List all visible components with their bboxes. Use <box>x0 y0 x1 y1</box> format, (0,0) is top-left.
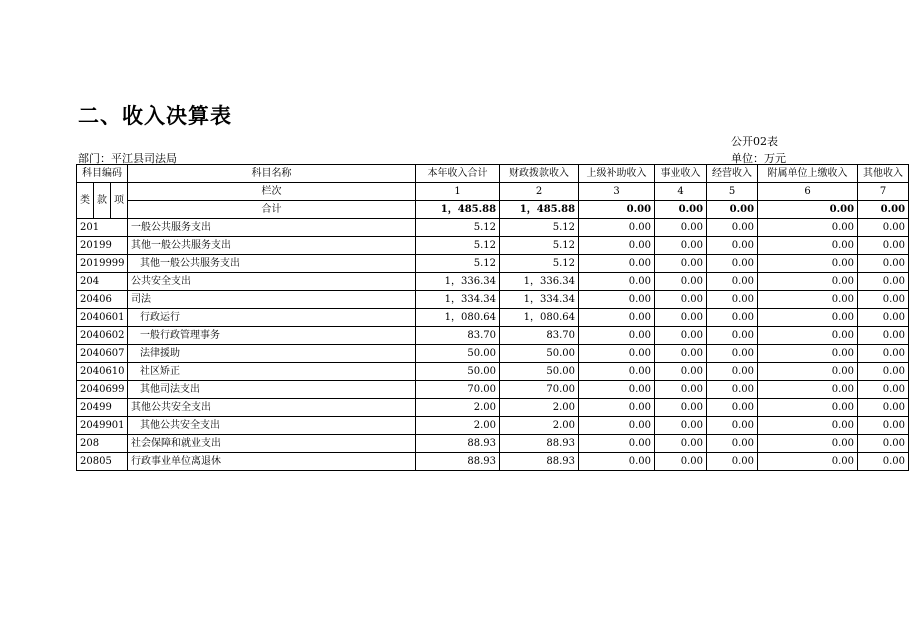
row-fiscal: 50.00 <box>500 345 579 363</box>
row-total: 1，336.34 <box>416 273 500 291</box>
total-other: 0.00 <box>858 201 909 219</box>
total-superior: 0.00 <box>579 201 655 219</box>
row-total: 50.00 <box>416 363 500 381</box>
table-row <box>77 291 909 309</box>
row-business: 0.00 <box>655 309 707 327</box>
row-operating: 0.00 <box>707 219 758 237</box>
row-total: 88.93 <box>416 453 500 471</box>
row-fiscal: 1，336.34 <box>500 273 579 291</box>
table-row <box>77 327 909 345</box>
table-row <box>77 219 909 237</box>
column-number: 6 <box>758 183 858 201</box>
row-superior: 0.00 <box>579 363 655 381</box>
row-operating: 0.00 <box>707 453 758 471</box>
table-row <box>77 399 909 417</box>
row-other: 0.00 <box>858 291 909 309</box>
row-total: 2.00 <box>416 417 500 435</box>
row-name: 法律援助 <box>128 345 416 363</box>
row-operating: 0.00 <box>707 273 758 291</box>
row-fiscal: 2.00 <box>500 417 579 435</box>
row-business: 0.00 <box>655 399 707 417</box>
total-operating: 0.00 <box>707 201 758 219</box>
row-total: 5.12 <box>416 255 500 273</box>
header-name: 科目名称 <box>128 165 416 183</box>
row-fiscal: 2.00 <box>500 399 579 417</box>
row-affiliated: 0.00 <box>758 255 858 273</box>
row-other: 0.00 <box>858 327 909 345</box>
row-code: 2040607 <box>77 345 128 363</box>
header-xiang: 项 <box>111 183 128 219</box>
row-name: 行政事业单位离退休 <box>128 453 416 471</box>
row-fiscal: 88.93 <box>500 435 579 453</box>
row-code: 2049901 <box>77 417 128 435</box>
row-other: 0.00 <box>858 399 909 417</box>
row-total: 83.70 <box>416 327 500 345</box>
row-fiscal: 83.70 <box>500 327 579 345</box>
table-header <box>77 165 909 183</box>
row-other: 0.00 <box>858 345 909 363</box>
row-business: 0.00 <box>655 417 707 435</box>
total-total: 1，485.88 <box>416 201 500 219</box>
row-total: 5.12 <box>416 219 500 237</box>
department-label: 部门：平江县司法局 <box>78 152 177 165</box>
table-row <box>77 237 909 255</box>
row-fiscal: 70.00 <box>500 381 579 399</box>
row-business: 0.00 <box>655 273 707 291</box>
row-affiliated: 0.00 <box>758 417 858 435</box>
row-operating: 0.00 <box>707 327 758 345</box>
row-affiliated: 0.00 <box>758 363 858 381</box>
table-row <box>77 255 909 273</box>
row-operating: 0.00 <box>707 363 758 381</box>
row-business: 0.00 <box>655 255 707 273</box>
row-business: 0.00 <box>655 291 707 309</box>
table-row <box>77 309 909 327</box>
row-other: 0.00 <box>858 435 909 453</box>
table-row <box>77 345 909 363</box>
header-affiliated: 附属单位上缴收入 <box>758 165 858 183</box>
row-code: 2040601 <box>77 309 128 327</box>
row-fiscal: 5.12 <box>500 237 579 255</box>
header-superior: 上级补助收入 <box>579 165 655 183</box>
row-operating: 0.00 <box>707 399 758 417</box>
row-operating: 0.00 <box>707 417 758 435</box>
row-name: 其他公共安全支出 <box>128 417 416 435</box>
row-superior: 0.00 <box>579 327 655 345</box>
header-fiscal: 财政拨款收入 <box>500 165 579 183</box>
row-business: 0.00 <box>655 327 707 345</box>
row-name: 司法 <box>128 291 416 309</box>
row-fiscal: 1，334.34 <box>500 291 579 309</box>
row-affiliated: 0.00 <box>758 291 858 309</box>
header-lanci: 栏次 <box>128 183 416 201</box>
row-superior: 0.00 <box>579 453 655 471</box>
row-operating: 0.00 <box>707 309 758 327</box>
row-name: 公共安全支出 <box>128 273 416 291</box>
row-affiliated: 0.00 <box>758 435 858 453</box>
row-operating: 0.00 <box>707 435 758 453</box>
row-affiliated: 0.00 <box>758 309 858 327</box>
row-affiliated: 0.00 <box>758 237 858 255</box>
row-name: 一般行政管理事务 <box>128 327 416 345</box>
header-business: 事业收入 <box>655 165 707 183</box>
total-affiliated: 0.00 <box>758 201 858 219</box>
row-superior: 0.00 <box>579 417 655 435</box>
row-affiliated: 0.00 <box>758 219 858 237</box>
row-fiscal: 5.12 <box>500 255 579 273</box>
row-code: 20499 <box>77 399 128 417</box>
row-business: 0.00 <box>655 453 707 471</box>
table-row <box>77 453 909 471</box>
row-superior: 0.00 <box>579 255 655 273</box>
row-business: 0.00 <box>655 381 707 399</box>
row-name: 行政运行 <box>128 309 416 327</box>
row-other: 0.00 <box>858 309 909 327</box>
row-other: 0.00 <box>858 453 909 471</box>
row-fiscal: 50.00 <box>500 363 579 381</box>
header-code: 科目编码 <box>77 165 128 183</box>
header-total: 本年收入合计 <box>416 165 500 183</box>
row-business: 0.00 <box>655 345 707 363</box>
row-affiliated: 0.00 <box>758 327 858 345</box>
income-table <box>76 164 909 471</box>
row-total: 70.00 <box>416 381 500 399</box>
row-superior: 0.00 <box>579 345 655 363</box>
header-kuan: 款 <box>94 183 111 219</box>
header-other: 其他收入 <box>858 165 909 183</box>
row-affiliated: 0.00 <box>758 345 858 363</box>
row-superior: 0.00 <box>579 273 655 291</box>
row-superior: 0.00 <box>579 291 655 309</box>
row-operating: 0.00 <box>707 345 758 363</box>
row-total: 5.12 <box>416 237 500 255</box>
row-other: 0.00 <box>858 273 909 291</box>
row-total: 50.00 <box>416 345 500 363</box>
table-row <box>77 273 909 291</box>
column-number: 1 <box>416 183 500 201</box>
unit-label: 单位：万元 <box>731 152 786 165</box>
table-body <box>77 219 909 471</box>
column-number: 2 <box>500 183 579 201</box>
row-total: 2.00 <box>416 399 500 417</box>
row-code: 20199 <box>77 237 128 255</box>
row-fiscal: 88.93 <box>500 453 579 471</box>
row-code: 2019999 <box>77 255 128 273</box>
column-number: 7 <box>858 183 909 201</box>
row-total: 1，334.34 <box>416 291 500 309</box>
row-affiliated: 0.00 <box>758 399 858 417</box>
row-name: 一般公共服务支出 <box>128 219 416 237</box>
column-number: 5 <box>707 183 758 201</box>
row-superior: 0.00 <box>579 435 655 453</box>
table-row <box>77 417 909 435</box>
row-affiliated: 0.00 <box>758 273 858 291</box>
row-name: 社区矫正 <box>128 363 416 381</box>
row-total: 1，080.64 <box>416 309 500 327</box>
row-superior: 0.00 <box>579 399 655 417</box>
row-code: 20406 <box>77 291 128 309</box>
row-superior: 0.00 <box>579 381 655 399</box>
row-code: 2040602 <box>77 327 128 345</box>
column-number: 4 <box>655 183 707 201</box>
header-operating: 经营收入 <box>707 165 758 183</box>
row-code: 201 <box>77 219 128 237</box>
row-other: 0.00 <box>858 219 909 237</box>
total-row <box>77 201 909 219</box>
row-operating: 0.00 <box>707 291 758 309</box>
row-affiliated: 0.00 <box>758 453 858 471</box>
total-business: 0.00 <box>655 201 707 219</box>
row-other: 0.00 <box>858 381 909 399</box>
row-other: 0.00 <box>858 363 909 381</box>
row-operating: 0.00 <box>707 255 758 273</box>
row-other: 0.00 <box>858 237 909 255</box>
row-name: 其他一般公共服务支出 <box>128 237 416 255</box>
header-lei: 类 <box>77 183 94 219</box>
table-subheader <box>77 183 909 219</box>
row-operating: 0.00 <box>707 381 758 399</box>
row-other: 0.00 <box>858 255 909 273</box>
row-code: 2040610 <box>77 363 128 381</box>
table-row <box>77 381 909 399</box>
row-affiliated: 0.00 <box>758 381 858 399</box>
form-number: 公开02表 <box>731 135 778 148</box>
row-other: 0.00 <box>858 417 909 435</box>
total-label: 合计 <box>128 201 416 219</box>
row-code: 208 <box>77 435 128 453</box>
row-name: 其他一般公共服务支出 <box>128 255 416 273</box>
total-fiscal: 1，485.88 <box>500 201 579 219</box>
row-business: 0.00 <box>655 363 707 381</box>
table-row <box>77 435 909 453</box>
row-name: 其他司法支出 <box>128 381 416 399</box>
row-total: 88.93 <box>416 435 500 453</box>
row-superior: 0.00 <box>579 219 655 237</box>
page-title: 二、收入决算表 <box>78 104 232 128</box>
row-business: 0.00 <box>655 237 707 255</box>
table-row <box>77 363 909 381</box>
row-fiscal: 1，080.64 <box>500 309 579 327</box>
row-fiscal: 5.12 <box>500 219 579 237</box>
row-operating: 0.00 <box>707 237 758 255</box>
row-business: 0.00 <box>655 219 707 237</box>
row-business: 0.00 <box>655 435 707 453</box>
row-name: 其他公共安全支出 <box>128 399 416 417</box>
row-name: 社会保障和就业支出 <box>128 435 416 453</box>
row-code: 204 <box>77 273 128 291</box>
column-number: 3 <box>579 183 655 201</box>
row-code: 2040699 <box>77 381 128 399</box>
row-superior: 0.00 <box>579 237 655 255</box>
row-code: 20805 <box>77 453 128 471</box>
row-superior: 0.00 <box>579 309 655 327</box>
